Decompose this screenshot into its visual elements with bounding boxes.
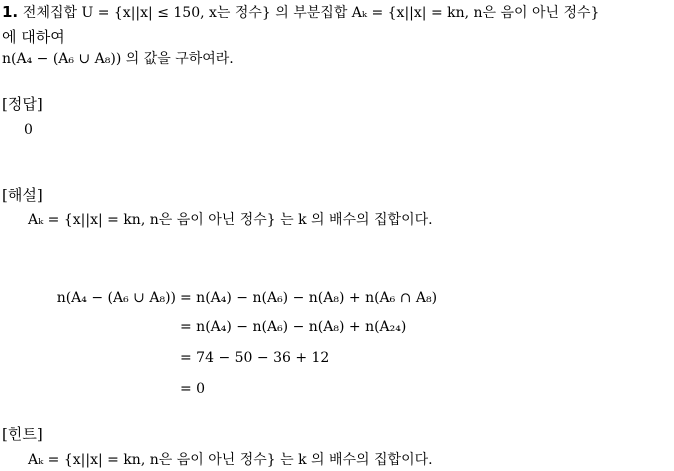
equation-step-1: = n(A₄) − n(A₆) − n(A₈) + n(A₆ ∩ A₈)	[180, 290, 438, 306]
equation-step-3: = 74 − 50 − 36 + 12	[180, 350, 330, 366]
equation-step-4: = 0	[180, 381, 206, 397]
equation-lhs: n(A₄ − (A₆ ∪ A₈))	[56, 290, 176, 306]
problem-question: n(A₄ − (A₆ ∪ A₈)) 의 값을 구하여라.	[2, 51, 234, 67]
problem-line-2: 에 대하여	[2, 28, 65, 46]
answer-header: [정답]	[2, 95, 43, 113]
problem-line-1	[2, 3, 599, 22]
solution-definition: Aₖ = {x||x| = kn, n은 음이 아닌 정수} 는 k 의 배수의 집합이다.	[28, 212, 433, 228]
solution-header: [해설]	[2, 186, 43, 204]
problem-statement: 전체집합 U = {x||x| ≤ 150, x는 정수} 의 부분집합 Aₖ = {x||x| = kn, n은 음이 아닌 정수}	[22, 5, 600, 21]
hint-header: [힌트]	[2, 425, 43, 443]
answer-value: 0	[24, 122, 33, 138]
equation-step-2: = n(A₄) − n(A₆) − n(A₈) + n(A₂₄)	[180, 319, 407, 335]
hint-text: Aₖ = {x||x| = kn, n은 음이 아닌 정수} 는 k 의 배수의 집합이다.	[28, 452, 433, 468]
problem-number: 1.	[2, 3, 19, 21]
